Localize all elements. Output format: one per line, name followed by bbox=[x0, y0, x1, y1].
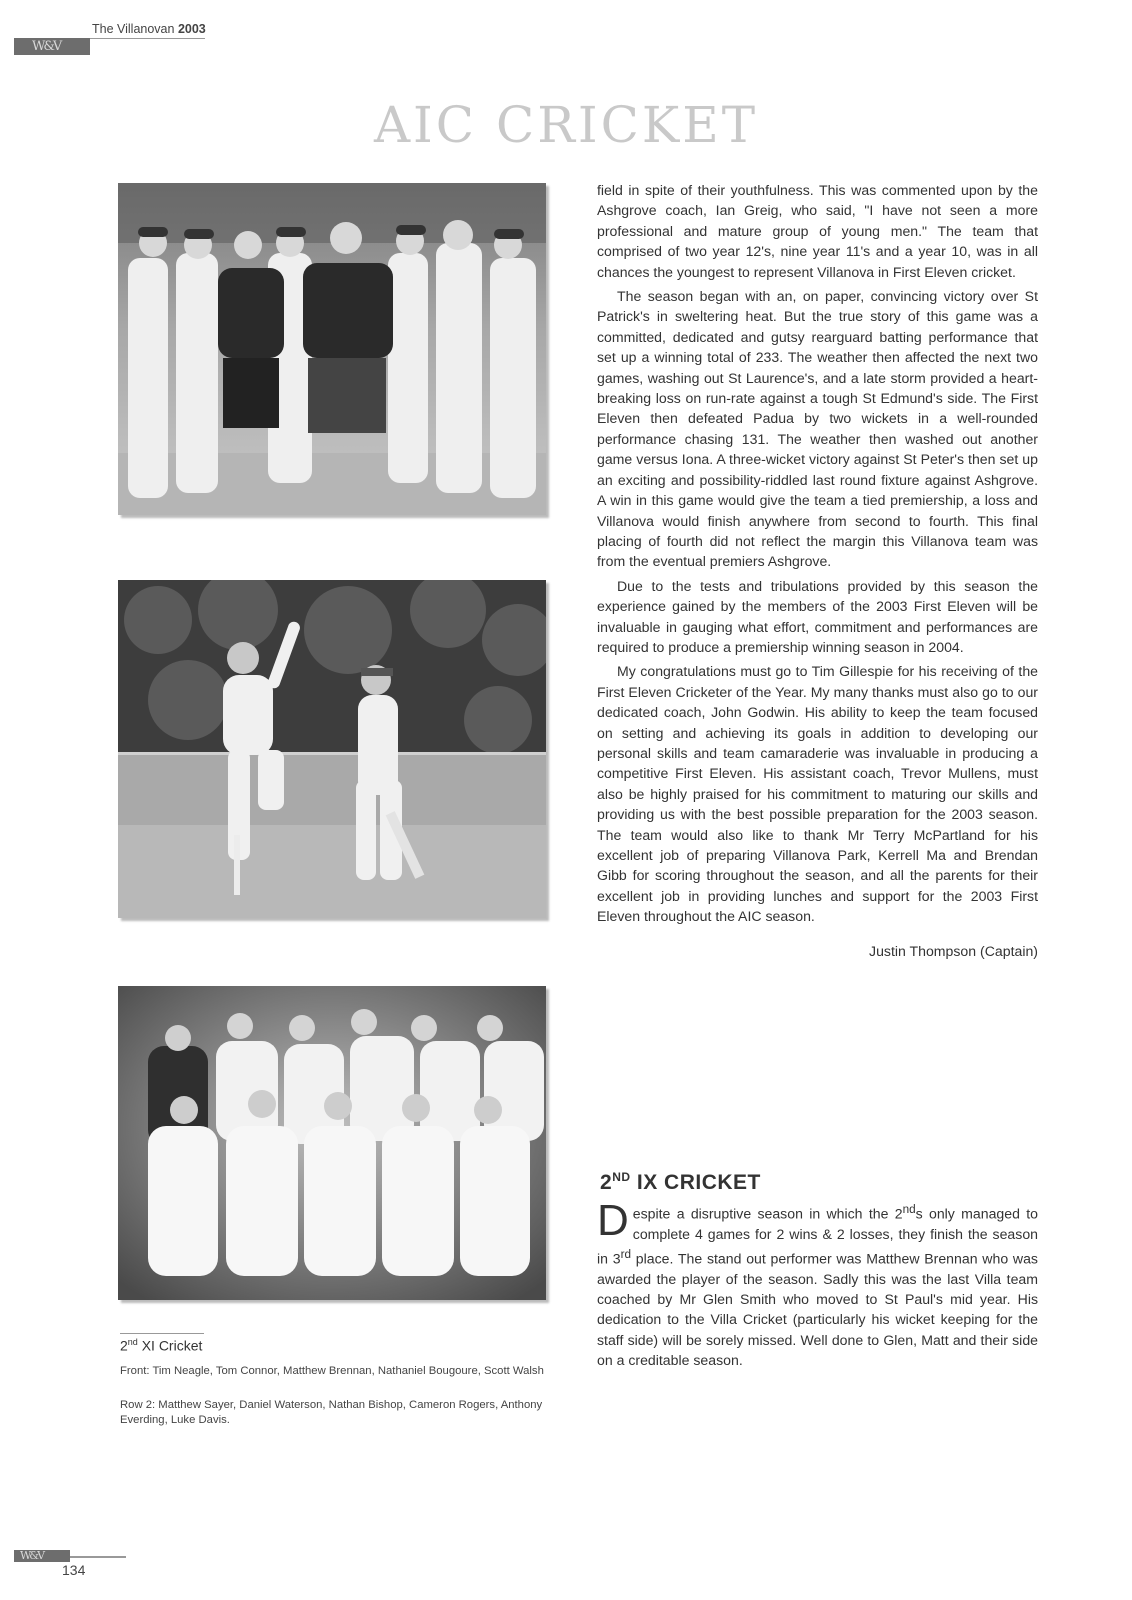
publication-year: 2003 bbox=[177, 22, 206, 36]
running-header bbox=[92, 22, 206, 36]
caption-title bbox=[120, 1337, 202, 1354]
caption-ordinal: nd bbox=[127, 1337, 138, 1347]
caption-rule bbox=[120, 1333, 204, 1334]
header-rule bbox=[90, 38, 205, 39]
ordinal-sup: rd bbox=[620, 1247, 632, 1261]
drop-cap: D bbox=[597, 1196, 629, 1245]
heading-ordinal: ND bbox=[612, 1170, 631, 1184]
photo-team-huddle bbox=[118, 183, 546, 515]
caption-row-2: Row 2: Matthew Sayer, Daniel Waterson, Nathan Bishop, Cameron Rogers, Anthony Everding, Luke Davis. bbox=[120, 1399, 543, 1426]
team-huddle-image bbox=[118, 183, 546, 515]
section-heading-2nd-ix bbox=[600, 1170, 761, 1195]
author-signature: Justin Thompson (Captain) bbox=[869, 942, 1038, 959]
caption-front-row: Front: Tim Neagle, Tom Connor, Matthew Brennan, Nathaniel Bougoure, Scott Walsh bbox=[120, 1365, 544, 1377]
body-paragraph: field in spite of their youthfulness. This was commented upon by the Ashgrove coach, Ian Greig, who said, "I have not seen a more professional and mature group of young men." The team that comprised of two year 12's, nine year 11's and a year 10, was in all chances the youngest to represent Villanova in First Eleven cricket. bbox=[597, 182, 1038, 280]
footer-rule bbox=[70, 1556, 126, 1558]
caption-title-text: XI Cricket bbox=[137, 1337, 203, 1354]
article-body bbox=[597, 180, 1038, 965]
heading-number: 2 bbox=[600, 1171, 613, 1194]
page-number: 134 bbox=[62, 1562, 86, 1578]
body-paragraph: My congratulations must go to Tim Gillespie for his receiving of the First Eleven Cricketer of the Year. My many thanks must also go to our dedicated coach, John Godwin. His ability to keep the team focused on setting and achieving its goals in addition to developing our personal skills and team camaraderie was invaluable in producing a competitive First Eleven. His assistant coach, Trevor Mullens, must also be highly praised for his commitment to maturing our skills and providing us with the best possible preparation for the 2003 season. The team would also like to thank Mr Terry McPartland for his excellent job of preparing Villanova Park, Kerrell Ma and Brendan Gibb for scoring throughout the season, and all the parents for their excellent job in providing lunches and support for the 2003 First Eleven throughout the AIC season. bbox=[597, 663, 1038, 925]
photo-2nd-xi-team bbox=[118, 986, 546, 1300]
section-text: place. The stand out performer was Matthew Brennan who was awarded the player of the season. Sadly this was the last Villa team coached by Mr Glen Smith who moved to St Paul's mid year. His dedication to the Villa Cricket (particularly his wicket keeping for the staff side) will be sorely missed. Well done to Glen, Matt and their side on a creditable season. bbox=[597, 1250, 1038, 1369]
body-paragraph: The season began with an, on paper, convincing victory over St Patrick's in sweltering heat. But the true story of this game was a committed, dedicated and gutsy rearguard batting performance that set up a winning total of 233. The weather then affected the next two games, washing out St Laurence's, and a late storm provided a heart-breaking loss on run-rate against a tough St Edmund's side. The First Eleven then defeated Padua by two wickets in a well-rounded performance chasing 131. The weather then washed out another game versus Iona. A three-wicket victory against St Peter's then set up an exciting and possibility-riddled last round fixture against Ashgrove. A win in this game would give the team a tied premiership, a loss and Villanova would finish anywhere from second to fourth. This final placing of fourth did not reflect the margin this Villanova team was from the eventual premiers Ashgrove. bbox=[597, 288, 1038, 570]
caption-number: 2 bbox=[120, 1337, 128, 1354]
photo-bowler-action bbox=[118, 580, 546, 918]
team-portrait-image bbox=[118, 986, 546, 1300]
publication-name: The Villanovan bbox=[92, 22, 175, 36]
publication-logo: W&V bbox=[14, 38, 90, 55]
body-paragraph: Due to the tests and tribulations provided by this season the experience gained by the members of the 2003 First Eleven will be invaluable in gauging what effort, commitment and performances are required to produce a premiership winning season in 2004. bbox=[597, 577, 1038, 655]
heading-text: IX CRICKET bbox=[630, 1171, 761, 1194]
footer-logo: W&V bbox=[14, 1550, 70, 1562]
ordinal-sup: nd bbox=[902, 1203, 916, 1216]
bowler-action-image bbox=[118, 580, 546, 918]
section-text: espite a disruptive season in which the 2 bbox=[632, 1205, 903, 1222]
section-body-2nd-ix bbox=[597, 1196, 1038, 1371]
page-title: AIC CRICKET bbox=[373, 96, 759, 154]
section-text: s only managed to complete 4 games for 2 wins & 2 losses, they finish the season in 3 bbox=[597, 1205, 1038, 1267]
